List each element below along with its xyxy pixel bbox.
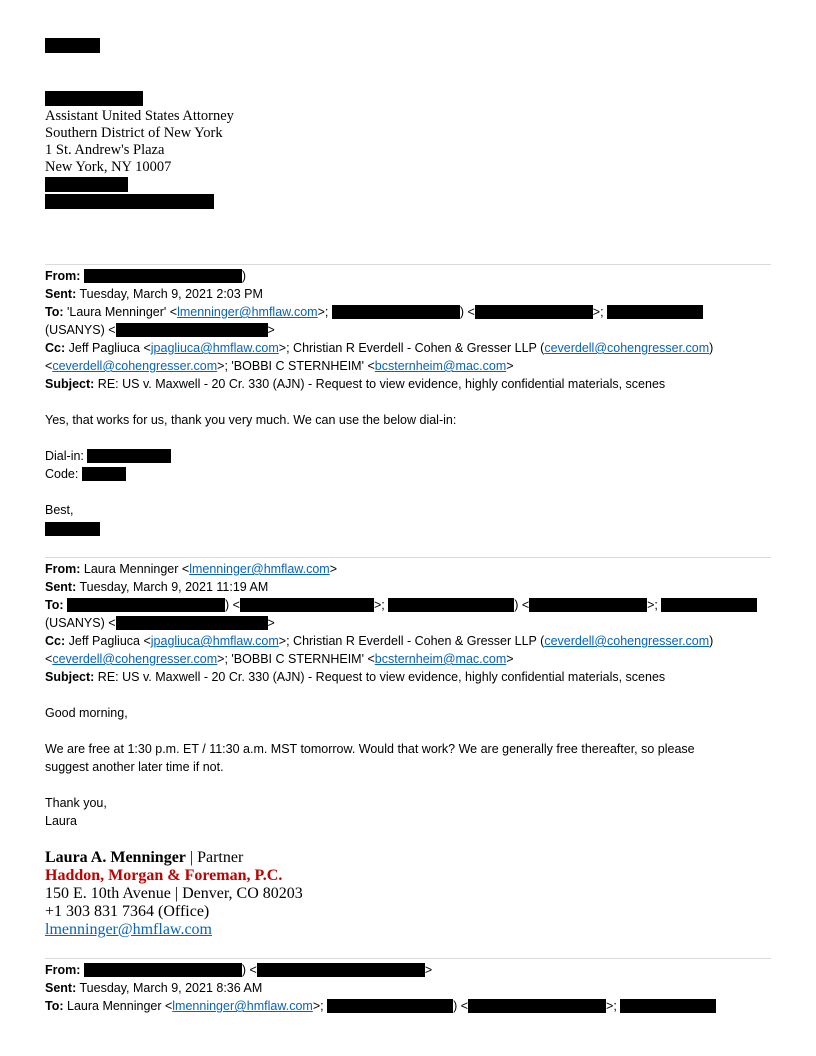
dial-code: Code: <box>45 465 126 483</box>
sig-firm: Haddon, Morgan & Foreman, P.C. <box>45 867 283 884</box>
email-link[interactable]: lmenninger@hmflaw.com <box>177 305 318 319</box>
sig-address: 150 E. 10th Avenue | Denver, CO 80203 <box>45 885 303 902</box>
email-link[interactable]: ceverdell@cohengresser.com <box>544 341 710 355</box>
divider <box>45 958 771 959</box>
email-link[interactable]: jpagliuca@hmflaw.com <box>150 341 279 355</box>
email2-sent: Sent: Tuesday, March 9, 2021 11:19 AM <box>45 580 269 594</box>
divider <box>45 557 771 558</box>
email2-from: From: Laura Menninger <lmenninger@hmflaw.com> <box>45 562 338 576</box>
email2-cc: Cc: Jeff Pagliuca <jpagliuca@hmflaw.com>; Christian R Everdell - Cohen & Gresser LLP (ceverdell@cohengresser.com) <box>45 634 714 648</box>
sig-phone: +1 303 831 7364 (Office) <box>45 903 210 920</box>
divider <box>45 264 771 265</box>
email3-to: To: Laura Menninger <lmenninger@hmflaw.com>; ) < >; <box>45 997 716 1015</box>
sig-name-line: Laura A. Menninger | Partner <box>45 849 244 866</box>
email2-greeting: Good morning, <box>45 706 128 720</box>
email3-from: From: ) < > <box>45 963 433 977</box>
email1-from: From: ) <box>45 269 247 283</box>
email2-thanks: Thank you, <box>45 796 107 810</box>
signature-line: New York, NY 10007 <box>45 159 172 175</box>
email-link[interactable]: jpagliuca@hmflaw.com <box>150 634 279 648</box>
email-link[interactable]: lmenninger@hmflaw.com <box>189 562 330 576</box>
email3-sent: Sent: Tuesday, March 9, 2021 8:36 AM <box>45 981 263 995</box>
redaction <box>45 177 128 192</box>
redaction <box>45 91 143 106</box>
email1-closing: Best, <box>45 503 74 517</box>
redaction <box>45 38 100 53</box>
email2-subject: Subject: RE: US v. Maxwell - 20 Cr. 330 (AJN) - Request to view evidence, highly confidential materials, scenes <box>45 670 666 684</box>
dial-in: Dial-in: <box>45 447 171 465</box>
email-link[interactable]: lmenninger@hmflaw.com <box>172 999 313 1013</box>
email-link[interactable]: bcsternheim@mac.com <box>374 652 507 666</box>
email1-body: Yes, that works for us, thank you very much. We can use the below dial-in: <box>45 413 457 427</box>
email2-body: We are free at 1:30 p.m. ET / 11:30 a.m. MST tomorrow. Would that work? We are generally free thereafter, so please <box>45 742 695 756</box>
email2-body: suggest another later time if not. <box>45 760 224 774</box>
email1-to-cont: (USANYS) < > <box>45 323 275 337</box>
email-link[interactable]: ceverdell@cohengresser.com <box>52 652 218 666</box>
redaction <box>45 194 214 209</box>
email1-to: To: 'Laura Menninger' <lmenninger@hmflaw.com>; ) < >; <box>45 303 703 321</box>
email2-to-cont: (USANYS) < > <box>45 616 275 630</box>
email1-cc-cont: <ceverdell@cohengresser.com>; 'BOBBI C STERNHEIM' <bcsternheim@mac.com> <box>45 359 514 373</box>
email-link[interactable]: bcsternheim@mac.com <box>374 359 507 373</box>
email1-sent: Sent: Tuesday, March 9, 2021 2:03 PM <box>45 287 263 301</box>
email-link[interactable]: ceverdell@cohengresser.com <box>52 359 218 373</box>
redaction <box>45 522 100 536</box>
signature-line: Southern District of New York <box>45 125 223 141</box>
email2-to: To: ) < >; ) < >; <box>45 596 757 614</box>
email1-cc: Cc: Jeff Pagliuca <jpagliuca@hmflaw.com>; Christian R Everdell - Cohen & Gresser LLP (ceverdell@cohengresser.com) <box>45 341 714 355</box>
signature-line: 1 St. Andrew's Plaza <box>45 142 165 158</box>
sig-email <box>45 921 212 939</box>
email-link[interactable]: lmenninger@hmflaw.com <box>45 921 212 938</box>
email1-subject: Subject: RE: US v. Maxwell - 20 Cr. 330 (AJN) - Request to view evidence, highly confidential materials, scenes <box>45 377 666 391</box>
email2-cc-cont: <ceverdell@cohengresser.com>; 'BOBBI C STERNHEIM' <bcsternheim@mac.com> <box>45 652 514 666</box>
email2-name: Laura <box>45 814 77 828</box>
signature-line: Assistant United States Attorney <box>45 108 234 124</box>
email-link[interactable]: ceverdell@cohengresser.com <box>544 634 710 648</box>
